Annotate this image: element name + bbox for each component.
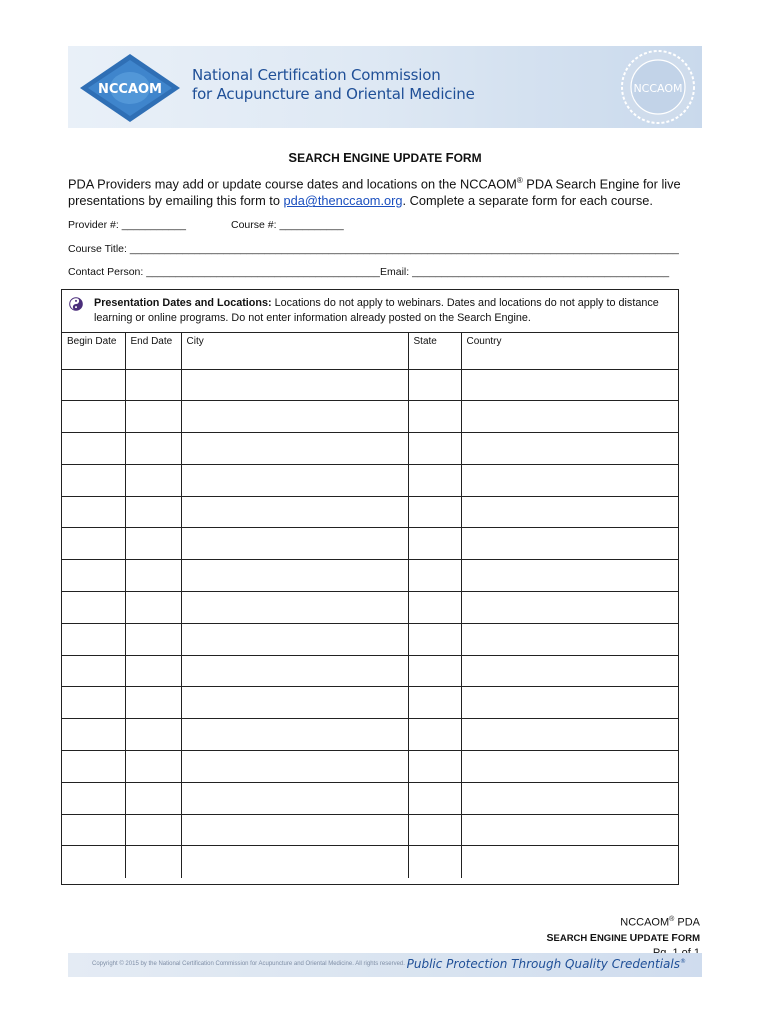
begin-date-cell[interactable] xyxy=(62,369,125,401)
begin-date-cell[interactable] xyxy=(62,719,125,751)
city-cell[interactable] xyxy=(181,814,408,846)
state-cell[interactable] xyxy=(408,814,461,846)
end-date-cell[interactable] xyxy=(125,782,181,814)
city-cell[interactable] xyxy=(181,592,408,624)
city-cell[interactable] xyxy=(181,528,408,560)
end-date-cell[interactable] xyxy=(125,560,181,592)
table-row xyxy=(62,401,678,433)
city-cell[interactable] xyxy=(181,433,408,465)
header-banner xyxy=(68,46,702,128)
country-cell[interactable] xyxy=(461,560,678,592)
table-row xyxy=(62,433,678,465)
country-cell[interactable] xyxy=(461,433,678,465)
city-cell[interactable] xyxy=(181,719,408,751)
provider-number-field[interactable]: Provider #: ___________ xyxy=(68,219,186,231)
begin-date-cell[interactable] xyxy=(62,433,125,465)
state-cell[interactable] xyxy=(408,496,461,528)
copyright-text: Copyright © 2015 by the National Certification Commission for Acupuncture and Oriental Medicine. All rights reserved. xyxy=(92,961,405,967)
dates-locations-grid xyxy=(62,333,678,878)
state-cell[interactable] xyxy=(408,623,461,655)
table-row xyxy=(62,846,678,878)
table-row xyxy=(62,814,678,846)
state-cell[interactable] xyxy=(408,592,461,624)
country-cell[interactable] xyxy=(461,369,678,401)
state-cell[interactable] xyxy=(408,528,461,560)
country-cell[interactable] xyxy=(461,814,678,846)
begin-date-cell[interactable] xyxy=(62,687,125,719)
city-cell[interactable] xyxy=(181,496,408,528)
country-cell[interactable] xyxy=(461,464,678,496)
city-cell[interactable] xyxy=(181,782,408,814)
table-row xyxy=(62,782,678,814)
column-header-begin-date: Begin Date xyxy=(62,333,125,349)
nccaom-logo xyxy=(76,52,184,124)
city-cell[interactable] xyxy=(181,687,408,719)
state-cell[interactable] xyxy=(408,464,461,496)
state-cell[interactable] xyxy=(408,782,461,814)
intro-paragraph: PDA Providers may add or update course dates and locations on the NCCAOM® PDA Search Engine for live presentations by emailing this form to pda@thenccaom.org. Complete a separate form for each course. xyxy=(68,176,681,209)
presentation-heading: Presentation Dates and Locations: xyxy=(94,297,272,309)
end-date-cell[interactable] xyxy=(125,349,181,369)
email-link[interactable]: pda@thenccaom.org xyxy=(283,193,403,209)
country-cell[interactable] xyxy=(461,751,678,783)
contact-person-field[interactable]: Contact Person: ________________________________________ xyxy=(68,266,380,278)
org-name-line1: National Certification Commission xyxy=(192,66,441,84)
end-date-cell[interactable] xyxy=(125,719,181,751)
country-cell[interactable] xyxy=(461,349,678,369)
end-date-cell[interactable] xyxy=(125,687,181,719)
end-date-cell[interactable] xyxy=(125,528,181,560)
table-row xyxy=(62,623,678,655)
state-cell[interactable] xyxy=(408,751,461,783)
country-cell[interactable] xyxy=(461,655,678,687)
column-header-country: Country xyxy=(466,335,502,347)
city-cell[interactable] xyxy=(181,560,408,592)
begin-date-cell[interactable] xyxy=(62,592,125,624)
city-cell[interactable] xyxy=(181,751,408,783)
column-header-city: City xyxy=(181,333,408,349)
city-cell[interactable] xyxy=(181,401,408,433)
table-row xyxy=(62,592,678,624)
footer-org: NCCAOM® PDA xyxy=(620,916,700,929)
city-cell[interactable] xyxy=(181,369,408,401)
table-row xyxy=(62,464,678,496)
form-title: SEARCH ENGINE UPDATE FORM xyxy=(288,150,482,165)
begin-date-cell[interactable] xyxy=(62,846,125,878)
end-date-cell[interactable] xyxy=(125,496,181,528)
table-row xyxy=(62,655,678,687)
begin-date-cell[interactable] xyxy=(62,560,125,592)
state-cell[interactable] xyxy=(408,349,461,369)
presentation-table xyxy=(61,289,679,885)
state-cell[interactable] xyxy=(408,719,461,751)
country-cell[interactable] xyxy=(461,528,678,560)
end-date-cell[interactable] xyxy=(125,592,181,624)
column-header-state: State xyxy=(408,333,461,349)
city-cell[interactable] xyxy=(181,846,408,878)
begin-date-cell[interactable] xyxy=(62,655,125,687)
end-date-cell[interactable] xyxy=(125,814,181,846)
table-row xyxy=(62,369,678,401)
end-date-cell[interactable] xyxy=(125,655,181,687)
state-cell[interactable] xyxy=(408,560,461,592)
city-cell[interactable] xyxy=(181,655,408,687)
table-row xyxy=(62,528,678,560)
begin-date-cell[interactable] xyxy=(62,528,125,560)
begin-date-cell[interactable] xyxy=(62,623,125,655)
end-date-cell[interactable] xyxy=(125,433,181,465)
country-cell[interactable] xyxy=(461,782,678,814)
presentation-instructions xyxy=(94,296,664,326)
begin-date-cell[interactable] xyxy=(62,814,125,846)
end-date-cell[interactable] xyxy=(125,846,181,878)
organization-name xyxy=(192,66,475,104)
presentation-note: Locations do not apply to webinars. Dates and locations do not apply to distance learning or online programs. Do not enter information already posted on the Search Engine. xyxy=(94,297,659,324)
city-cell[interactable] xyxy=(181,349,408,369)
city-cell[interactable] xyxy=(181,623,408,655)
end-date-cell[interactable] xyxy=(125,751,181,783)
end-date-cell[interactable] xyxy=(125,401,181,433)
country-cell[interactable] xyxy=(461,846,678,878)
begin-date-cell[interactable] xyxy=(62,349,125,369)
state-cell[interactable] xyxy=(408,433,461,465)
footer-form-title: SEARCH ENGINE UPDATE FORM xyxy=(546,931,700,944)
begin-date-cell[interactable] xyxy=(62,464,125,496)
country-cell[interactable] xyxy=(461,592,678,624)
city-cell[interactable] xyxy=(181,464,408,496)
course-number-field[interactable]: Course #: ___________ xyxy=(231,219,344,231)
end-date-cell[interactable] xyxy=(125,369,181,401)
state-cell[interactable] xyxy=(408,401,461,433)
table-row xyxy=(62,560,678,592)
footer-bar xyxy=(68,953,702,977)
course-title-field[interactable]: Course Title: ______________________________________________________________________________________________ xyxy=(68,243,679,255)
end-date-cell[interactable] xyxy=(125,464,181,496)
begin-date-cell[interactable] xyxy=(62,782,125,814)
table-row xyxy=(62,496,678,528)
tagline: Public Protection Through Quality Credentials® xyxy=(406,957,686,971)
table-row xyxy=(62,719,678,751)
state-cell[interactable] xyxy=(408,846,461,878)
logo-text: NCCAOM xyxy=(97,82,163,97)
state-cell[interactable] xyxy=(408,369,461,401)
table-row xyxy=(62,687,678,719)
country-cell[interactable] xyxy=(461,496,678,528)
table-row xyxy=(62,349,678,369)
country-cell[interactable] xyxy=(461,719,678,751)
email-field[interactable]: Email: ____________________________________________ xyxy=(380,266,670,278)
seal-text: NCCAOM xyxy=(633,82,683,95)
begin-date-cell[interactable] xyxy=(62,496,125,528)
presentation-header xyxy=(62,290,678,333)
column-header-end-date: End Date xyxy=(125,333,181,349)
state-cell[interactable] xyxy=(408,687,461,719)
table-row xyxy=(62,751,678,783)
begin-date-cell[interactable] xyxy=(62,751,125,783)
state-cell[interactable] xyxy=(408,655,461,687)
country-cell[interactable] xyxy=(461,623,678,655)
end-date-cell[interactable] xyxy=(125,623,181,655)
nccaom-seal xyxy=(620,49,696,125)
country-cell[interactable] xyxy=(461,687,678,719)
country-cell[interactable] xyxy=(461,401,678,433)
yin-yang-icon xyxy=(69,297,83,311)
begin-date-cell[interactable] xyxy=(62,401,125,433)
org-name-line2: for Acupuncture and Oriental Medicine xyxy=(192,85,475,103)
